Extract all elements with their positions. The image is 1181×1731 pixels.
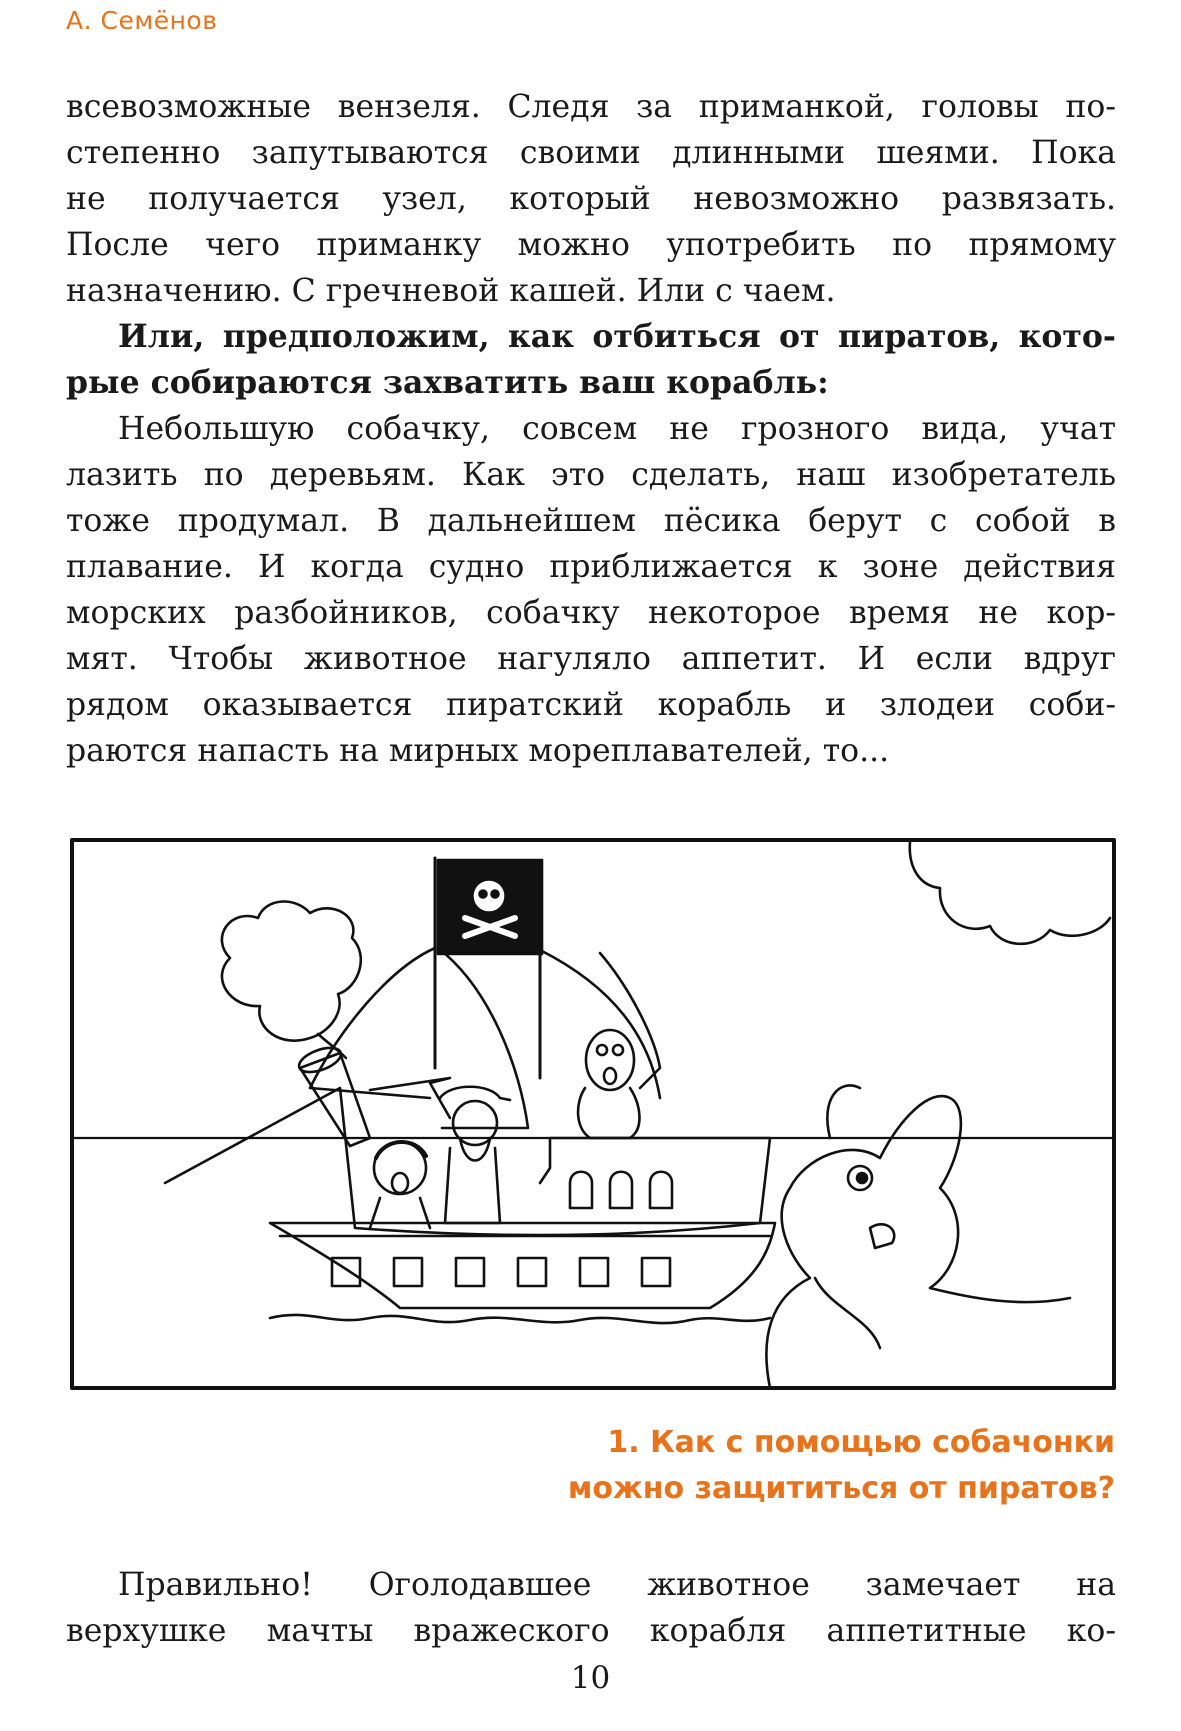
text-line: Или, предположим, как отбиться от пиратов, кото- <box>118 318 1116 355</box>
bold-question <box>66 314 1116 406</box>
text-line: рядом оказывается пиратский корабль и злодеи соби- <box>66 687 1116 723</box>
text-line: Правильно! Оголодавшее животное замечает на <box>118 1567 1116 1603</box>
text-line: лазить по деревьям. Как это сделать, наш изобретатель <box>66 457 1116 493</box>
text-line: степенно запутываются своими длинными шеями. Пока <box>66 135 1116 171</box>
rear-sail <box>540 950 660 1098</box>
question-heading <box>215 1420 1115 1512</box>
dog-mouth <box>870 1224 894 1248</box>
pirate-hat <box>440 1087 510 1100</box>
text-line: мят. Чтобы животное нагуляло аппетит. И если вдруг <box>66 641 1116 677</box>
text-line: плавание. И когда судно приближается к зоне действия <box>66 549 1116 585</box>
porthole <box>456 1258 484 1286</box>
text-line: всевозможные вензеля. Следя за приманкой, головы по- <box>66 89 1116 125</box>
porthole <box>394 1258 422 1286</box>
waves <box>270 1315 770 1323</box>
middle-sail <box>438 948 528 1128</box>
cabin-window <box>650 1172 672 1208</box>
porthole <box>518 1258 546 1286</box>
text-line: рые собираются захватить ваш корабль: <box>66 364 829 401</box>
text-line: раются напасть на мирных мореплавателей, то... <box>66 733 890 769</box>
cannon <box>300 1053 370 1146</box>
running-head: А. Семёнов <box>66 6 218 35</box>
question-line: 1. Как с помощью собачонки <box>607 1425 1115 1460</box>
illustration-pirate-ship <box>70 838 1116 1390</box>
main-text-top <box>66 84 1116 774</box>
porthole <box>642 1258 670 1286</box>
dog-collar <box>815 1278 880 1348</box>
paragraph-3 <box>66 1562 1116 1654</box>
text-line: тоже продумал. В дальнейшем пёсика берут с собой в <box>66 503 1116 539</box>
pirate-right-head <box>586 1030 634 1090</box>
dog-ear <box>827 1085 860 1138</box>
porthole <box>580 1258 608 1286</box>
cabin-window <box>610 1172 632 1208</box>
page-number: 10 <box>570 1660 611 1696</box>
text-line: не получается узел, который невозможно развязать. <box>66 181 1116 217</box>
text-line: верхушке мачты вражеского корабля аппетитные ко- <box>66 1613 1116 1649</box>
text-line: морских разбойников, собачку некоторое время не кор- <box>66 595 1116 631</box>
cloud <box>910 842 1110 944</box>
text-line: назначению. С гречневой кашей. Или с чаем. <box>66 273 836 309</box>
paragraph-1 <box>66 84 1116 314</box>
smoke-cloud <box>222 902 361 1041</box>
pirate-ship-drawing <box>70 838 1116 1390</box>
text-line: После чего приманку можно употребить по прямому <box>66 227 1116 263</box>
front-sail <box>310 948 435 1098</box>
question-line: можно защититься от пиратов? <box>567 1471 1115 1506</box>
paragraph-2 <box>66 406 1116 774</box>
dog-body <box>766 1096 1070 1388</box>
main-text-bottom <box>66 1562 1116 1654</box>
cabin-window <box>570 1172 592 1208</box>
ship-bow <box>165 1088 770 1235</box>
text-line: Небольшую собачку, совсем не грозного вида, учат <box>118 411 1116 447</box>
